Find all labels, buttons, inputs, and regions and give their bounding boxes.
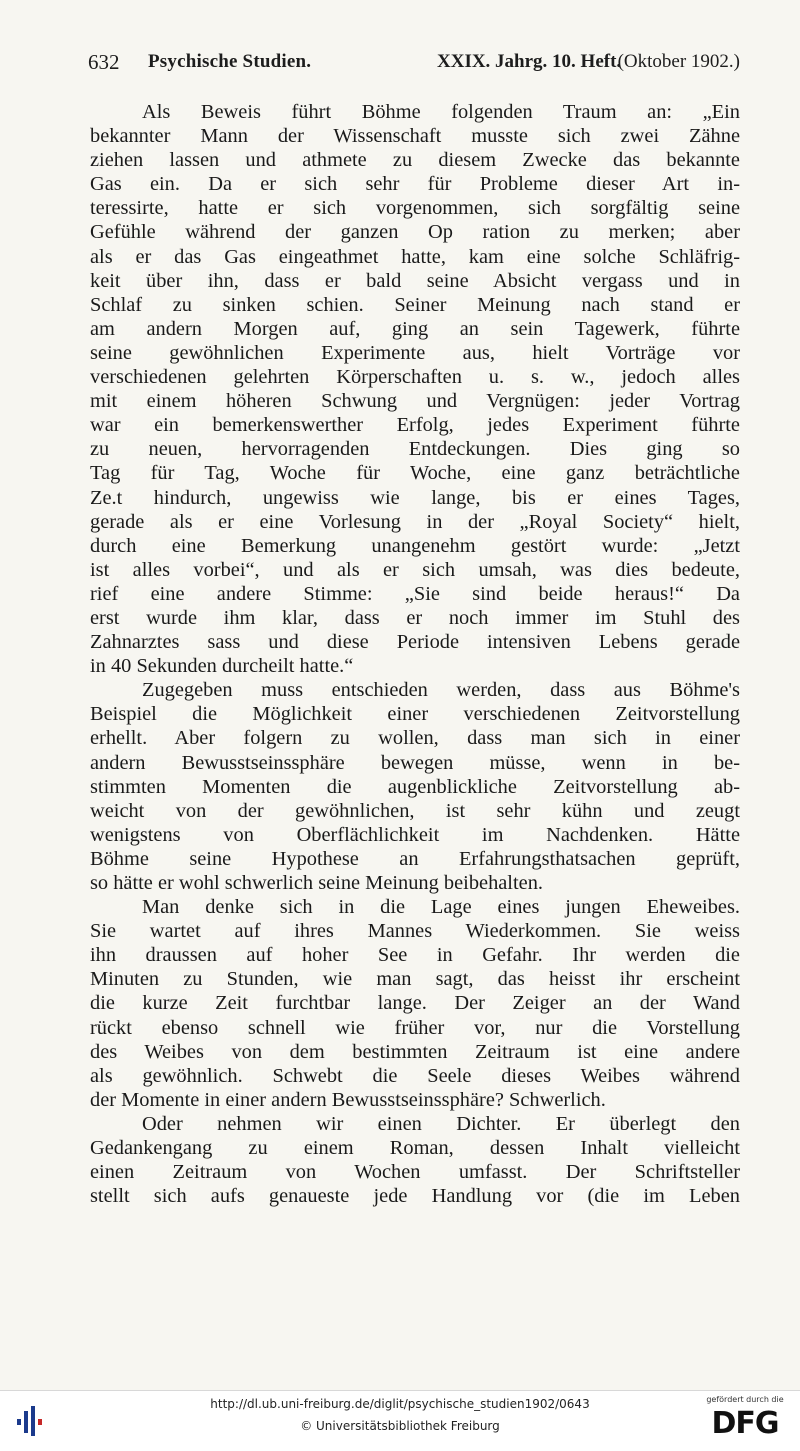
text-line: zu neuen, hervorragenden Entdeckungen. Dies ging so [90, 438, 740, 461]
dfg-funding-note: gefördert durch die [706, 1395, 784, 1404]
text-line: Ze.t hindurch, ungewiss wie lange, bis er eines Tages, [90, 486, 740, 509]
text-line: als gewöhnlich. Schwebt die Seele dieses Weibes während [90, 1064, 740, 1087]
viewer-footer [0, 1390, 800, 1451]
text-line: Minuten zu Stunden, wie man sagt, das heisst ihr erscheint [90, 968, 740, 991]
dfg-logo: DFG [711, 1406, 779, 1441]
text-line: ihn draussen auf hoher See in Gefahr. Ihr werden die [90, 944, 740, 967]
text-line: mit einem höheren Schwung und Vergnügen: jeder Vortrag [90, 390, 740, 413]
text-line: bekannter Mann der Wissenschaft musste sich zwei Zähne [90, 125, 740, 148]
text-line: Gefühle während der ganzen Op ration zu merken; aber [90, 221, 740, 244]
text-line: in 40 Sekunden durcheilt hatte.“ [90, 655, 354, 678]
text-line: durch eine Bemerkung unangenehm gestört wurde: „Jetzt [90, 534, 740, 557]
issue-date: (Oktober 1902.) [617, 51, 740, 72]
text-line: Beispiel die Möglichkeit einer verschiedenen Zeitvorstellung [90, 703, 740, 726]
text-line: Oder nehmen wir einen Dichter. Er überlegt den [142, 1112, 740, 1135]
text-line: ist alles vorbei“, und als er sich umsah, was dies bedeute, [90, 558, 740, 581]
text-line: rief eine andere Stimme: „Sie sind beide heraus!“ Da [90, 582, 740, 605]
text-line: so hätte er wohl schwerlich seine Meinung beibehalten. [90, 872, 543, 894]
text-line: als er das Gas eingeathmet hatte, kam eine solche Schläfrig- [90, 245, 740, 268]
text-line: Gas ein. Da er sich sehr für Probleme dieser Art in- [90, 173, 740, 196]
text-line: wenigstens von Oberflächlichkeit im Nachdenken. Hätte [90, 823, 740, 846]
text-line: rückt ebenso schnell wie früher vor, nur die Vorstellung [90, 1016, 740, 1039]
journal-title: Psychische Studien. [148, 51, 312, 72]
text-line: gerade als er eine Vorlesung in der „Royal Society“ hielt, [90, 510, 740, 533]
text-line: ziehen lassen und athmete zu diesem Zwecke das bekannte [90, 149, 740, 172]
text-line: verschiedenen gelehrten Körperschaften u. s. w., jedoch alles [90, 366, 740, 389]
text-line: Man denke sich in die Lage eines jungen Eheweibes. [142, 896, 740, 919]
text-line: die kurze Zeit furchtbar lange. Der Zeiger an der Wand [90, 992, 740, 1015]
text-line: Zugegeben muss entschieden werden, dass aus Böhme's [142, 679, 740, 702]
text-line: der Momente in einer andern Bewusstseinssphäre? Schwerlich. [90, 1088, 606, 1111]
text-line: Tag für Tag, Woche für Woche, eine ganz beträchtliche [90, 462, 740, 485]
body-text [90, 100, 740, 1208]
text-line: einen Zeitraum von Wochen umfasst. Der Schriftsteller [90, 1161, 740, 1184]
volume-issue: XXIX. Jahrg. 10. Heft. [437, 51, 622, 72]
page-number: 632 [88, 50, 120, 74]
text-line: Zahnarztes sass und diese Periode intensiven Lebens gerade [90, 631, 740, 654]
text-line: Böhme seine Hypothese an Erfahrungsthatsachen geprüft, [90, 847, 740, 870]
text-line: Gedankengang zu einem Roman, dessen Inhalt vielleicht [90, 1137, 740, 1160]
text-line: erst wurde ihm klar, dass er noch immer im Stuhl des [90, 606, 740, 629]
text-line: andern Bewusstseinssphäre bewegen müsse, wenn in be- [90, 751, 740, 774]
text-line: am andern Morgen auf, ging an sein Tagewerk, führte [90, 317, 740, 340]
text-line: keit über ihn, dass er bald seine Absicht vergass und in [90, 269, 740, 292]
text-line: stellt sich aufs genaueste jede Handlung vor (die im Leben [90, 1185, 740, 1208]
text-line: Schlaf zu sinken schien. Seiner Meinung nach stand er [90, 293, 740, 316]
text-line: erhellt. Aber folgern zu wollen, dass man sich in einer [90, 727, 740, 750]
text-line: Sie wartet auf ihres Mannes Wiederkommen. Sie weiss [90, 920, 740, 943]
source-url-link[interactable]: http://dl.ub.uni-freiburg.de/diglit/psychische_studien1902/0643 [210, 1397, 590, 1411]
text-line: des Weibes von dem bestimmten Zeitraum ist eine andere [90, 1040, 740, 1063]
copyright-notice: © Universitätsbibliothek Freiburg [300, 1419, 500, 1433]
text-line: Als Beweis führt Böhme folgenden Traum an: „Ein [142, 101, 740, 123]
text-line: stimmten Momenten die augenblickliche Zeitvorstellung ab- [90, 775, 740, 798]
text-line: seine gewöhnlichen Experimente aus, hielt Vorträge vor [90, 341, 740, 364]
text-line: teressirte, hatte er sich vorgenommen, sich sorgfältig seine [90, 197, 740, 220]
text-line: war ein bemerkenswerther Erfolg, jedes Experiment führte [90, 414, 740, 437]
text-line: weicht von der gewöhnlichen, ist sehr kühn und zeugt [90, 799, 740, 822]
running-head [88, 50, 740, 76]
